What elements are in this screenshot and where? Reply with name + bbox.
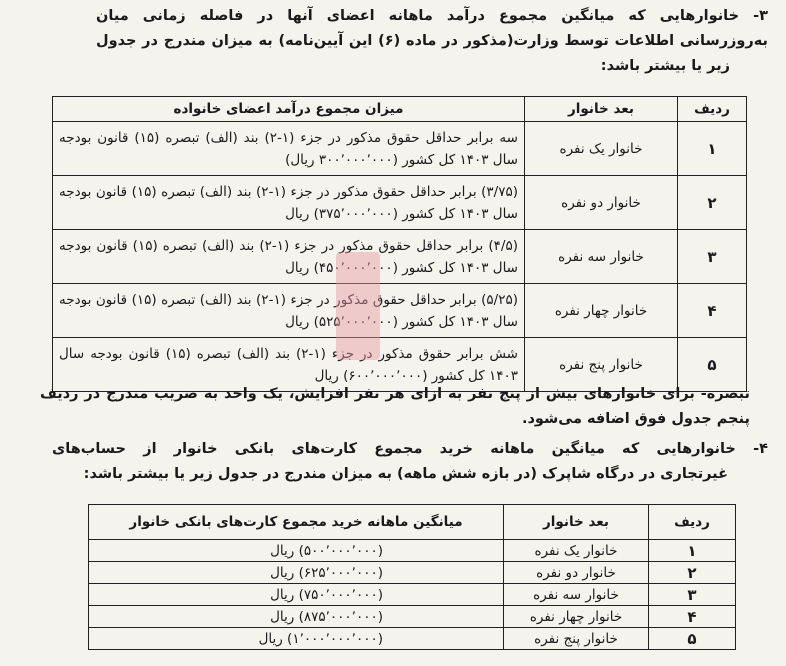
purchase-amount: (۵۰۰٬۰۰۰٬۰۰۰) ریال xyxy=(89,540,504,562)
section-3-line-2: به‌روزرسانی اطلاعات توسط وزارت(مذکور در ماده (۶) این آیین‌نامه) به میزان مندرج در جدول xyxy=(96,33,768,49)
table-row xyxy=(89,606,736,628)
household-size: خانوار یک نفره xyxy=(525,122,678,176)
header-household-size: بعد خانوار xyxy=(525,97,678,122)
household-size: خانوار پنج نفره xyxy=(525,338,678,392)
row-number: ۵ xyxy=(678,338,747,392)
household-size: خانوار پنج نفره xyxy=(504,628,649,650)
income-description: (۳/۷۵) برابر حداقل حقوق مذکور در جزء (۱-۲) بند (الف) تبصره (۱۵) قانون بودجه سال ۱۴۰۳ کل کشور (۳۷۵٬۰۰۰٬۰۰۰) ریال xyxy=(53,176,525,230)
row-number: ۳ xyxy=(649,584,736,606)
header-card-purchase: میانگین ماهانه خرید مجموع کارت‌های بانکی خانوار xyxy=(89,505,504,540)
table-row xyxy=(53,230,747,284)
purchase-amount: (۱٬۰۰۰٬۰۰۰٬۰۰۰) ریال xyxy=(89,628,504,650)
household-size: خانوار دو نفره xyxy=(504,562,649,584)
header-row-number: ردیف xyxy=(649,505,736,540)
household-size: خانوار سه نفره xyxy=(504,584,649,606)
table-row xyxy=(89,540,736,562)
table-row xyxy=(89,628,736,650)
table-row xyxy=(53,122,747,176)
income-description: سه برابر حداقل حقوق مذکور در جزء (۱-۲) بند (الف) تبصره (۱۵) قانون بودجه سال ۱۴۰۳ کل کشور (۳۰۰٬۰۰۰٬۰۰۰ ریال) xyxy=(53,122,525,176)
table-header-row xyxy=(89,505,736,540)
row-number: ۱ xyxy=(649,540,736,562)
table-row xyxy=(89,562,736,584)
income-description: (۴/۵) برابر حداقل حقوق مذکور در جزء (۱-۲) بند (الف) تبصره (۱۵) قانون بودجه سال ۱۴۰۳ کل کشور (۴۵۰٬۰۰۰٬۰۰۰) ریال xyxy=(53,230,525,284)
row-number: ۲ xyxy=(649,562,736,584)
section-4-line-2: غیرتجاری در درگاه شاپرک (در بازه شش ماهه) به میزان مندرج در جدول زیر یا بیشتر باشد: xyxy=(83,466,728,482)
household-size: خانوار چهار نفره xyxy=(525,284,678,338)
table-row xyxy=(53,176,747,230)
section-3-paragraph xyxy=(96,4,768,79)
header-income: میزان مجموع درآمد اعضای خانواده xyxy=(53,97,525,122)
purchase-amount: (۸۷۵٬۰۰۰٬۰۰۰) ریال xyxy=(89,606,504,628)
income-threshold-table xyxy=(52,96,747,392)
note-paragraph: تبصره- برای خانوارهای بیش از پنج نفر به ازای هر نفر افزایش، یک واحد به ضریب مندرج در ردیف پنجم جدول فوق اضافه می‌شود. xyxy=(40,386,750,427)
card-purchase-table xyxy=(88,504,736,650)
household-size: خانوار دو نفره xyxy=(525,176,678,230)
watermark-logo xyxy=(336,252,380,360)
row-number: ۴ xyxy=(678,284,747,338)
header-household-size: بعد خانوار xyxy=(504,505,649,540)
table-row xyxy=(89,584,736,606)
row-number: ۵ xyxy=(649,628,736,650)
income-description: (۵/۲۵) برابر حداقل حقوق مذکور در جزء (۱-۲) بند (الف) تبصره (۱۵) قانون بودجه سال ۱۴۰۳ کل کشور (۵۲۵٬۰۰۰٬۰۰۰) ریال xyxy=(53,284,525,338)
purchase-amount: (۶۲۵٬۰۰۰٬۰۰۰) ریال xyxy=(89,562,504,584)
section-4-paragraph xyxy=(52,437,768,487)
household-size: خانوار سه نفره xyxy=(525,230,678,284)
row-number: ۲ xyxy=(678,176,747,230)
table-header-row xyxy=(53,97,747,122)
row-number: ۱ xyxy=(678,122,747,176)
row-number: ۴ xyxy=(649,606,736,628)
table-row xyxy=(53,284,747,338)
section-3-line-3: زیر یا بیشتر باشد: xyxy=(600,58,730,74)
header-row-number: ردیف xyxy=(678,97,747,122)
household-size: خانوار یک نفره xyxy=(504,540,649,562)
row-number: ۳ xyxy=(678,230,747,284)
household-size: خانوار چهار نفره xyxy=(504,606,649,628)
income-description: شش برابر حقوق مذکور در جزء (۱-۲) بند (الف) تبصره (۱۵) قانون بودجه سال ۱۴۰۳ کل کشور (۶۰۰٬۰۰۰٬۰۰۰) ریال xyxy=(53,338,525,392)
section-3-line-1: ۳- خانوارهایی که میانگین مجموع درآمد ماهانه اعضای آنها در فاصله زمانی میان xyxy=(96,8,768,24)
section-4-line-1: ۴- خانوارهایی که میانگین ماهانه خرید مجموع کارت‌های بانکی خانوار از حساب‌های xyxy=(52,441,768,457)
purchase-amount: (۷۵۰٬۰۰۰٬۰۰۰) ریال xyxy=(89,584,504,606)
